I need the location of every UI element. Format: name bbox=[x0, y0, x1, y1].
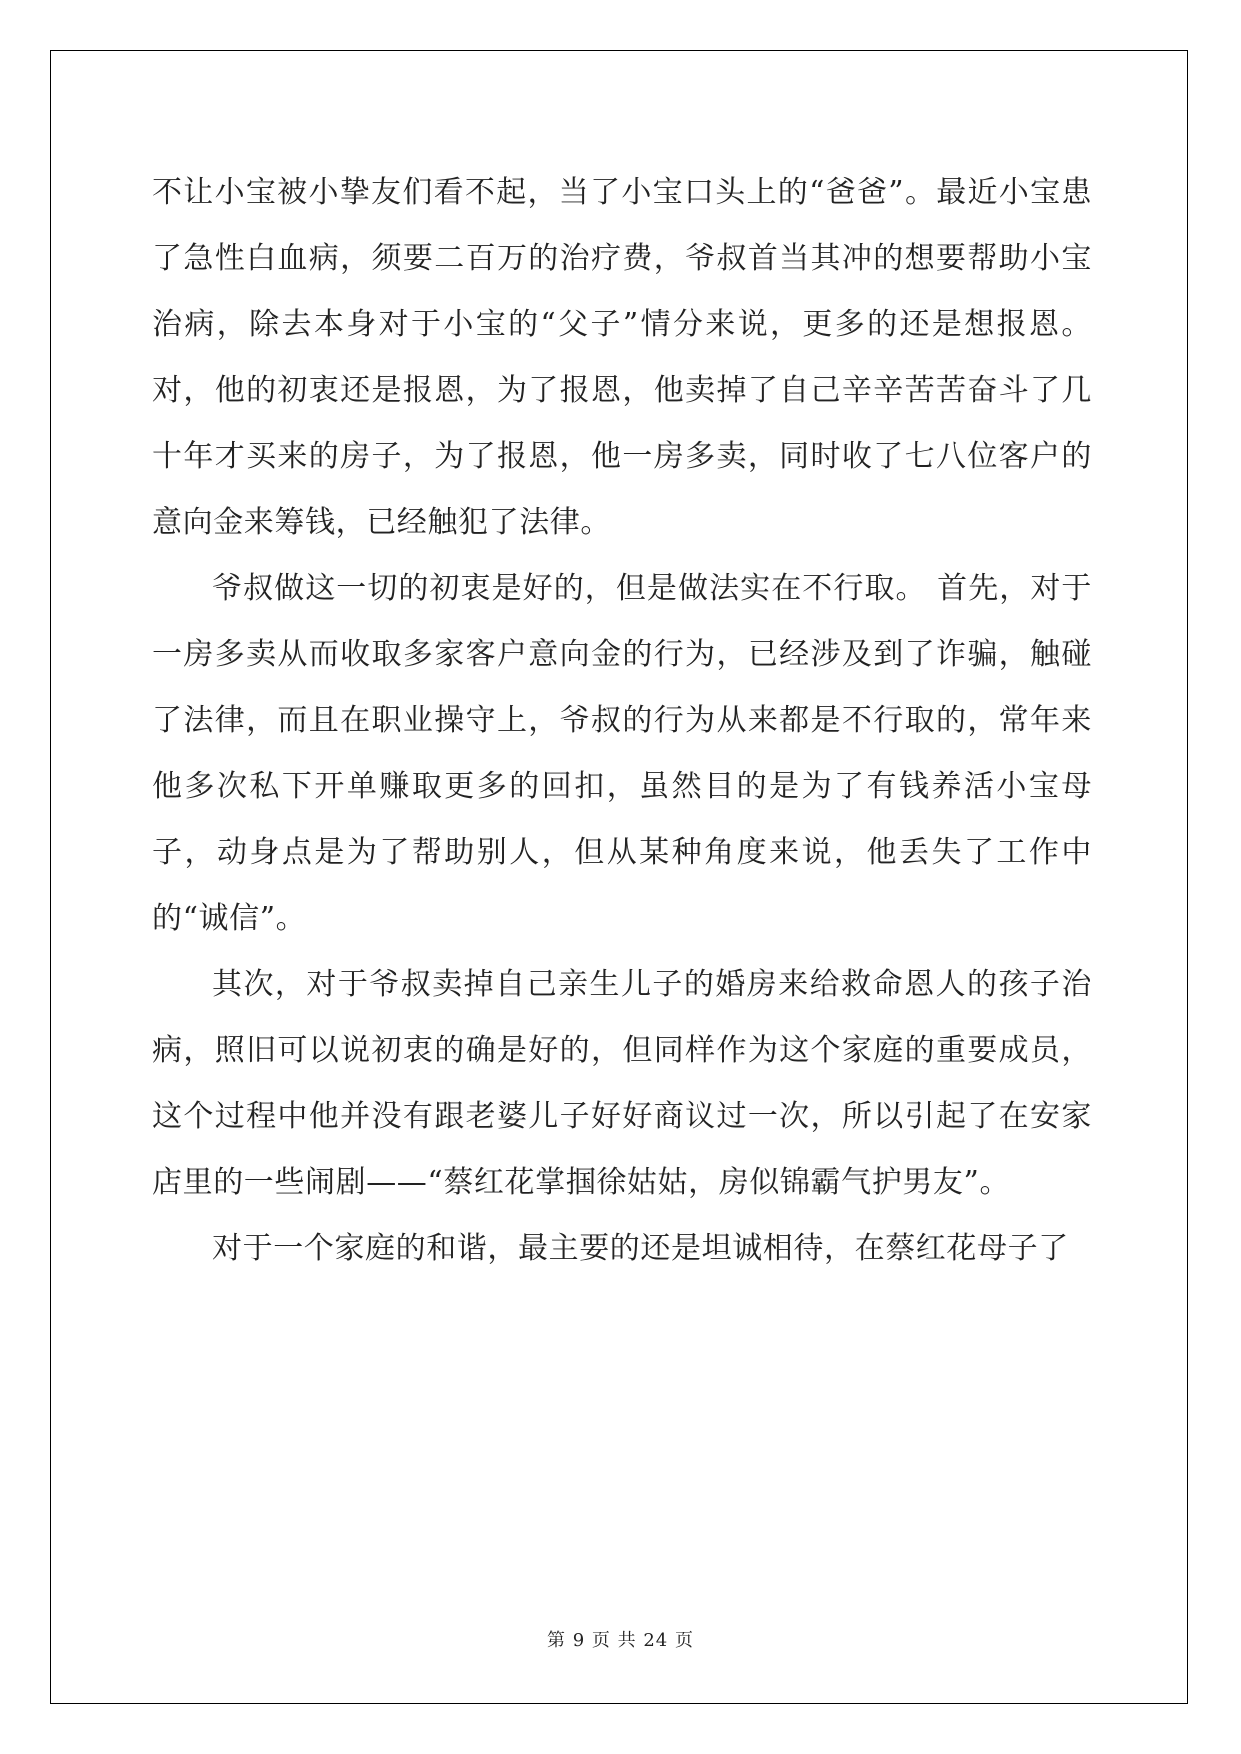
document-body bbox=[152, 160, 1092, 1282]
paragraph-2: 爷叔做这一切的初衷是好的，但是做法实在不行取。 首先，对于一房多卖从而收取多家客户意向金的行为，已经涉及到了诈骗，触碰了法律，而且在职业操守上，爷叔的行为从来都是不行取的，常年来他多次私下开单赚取更多的回扣，虽然目的是为了有钱养活小宝母子，动身点是为了帮助别人，但从某种角度来说，他丢失了工作中的“诚信”。 bbox=[152, 571, 1092, 936]
paragraph-3: 其次，对于爷叔卖掉自己亲生儿子的婚房来给救命恩人的孩子治病，照旧可以说初衷的确是好的，但同样作为这个家庭的重要成员，这个过程中他并没有跟老婆儿子好好商议过一次，所以引起了在安家店里的一些闹剧——“蔡红花掌掴徐姑姑，房似锦霸气护男友”。 bbox=[152, 967, 1092, 1200]
page-number-footer: 第 9 页 共 24 页 bbox=[547, 1630, 694, 1651]
paragraph-1: 不让小宝被小挚友们看不起，当了小宝口头上的“爸爸”。最近小宝患了急性白血病，须要二百万的治疗费，爷叔首当其冲的想要帮助小宝治病，除去本身对于小宝的“父子”情分来说，更多的还是想报恩。对，他的初衷还是报恩，为了报恩，他卖掉了自己辛辛苦苦奋斗了几十年才买来的房子，为了报恩，他一房多卖，同时收了七八位客户的意向金来筹钱，已经触犯了法律。 bbox=[152, 175, 1092, 540]
paragraph-4: 对于一个家庭的和谐，最主要的还是坦诚相待，在蔡红花母子了 bbox=[212, 1231, 1069, 1266]
